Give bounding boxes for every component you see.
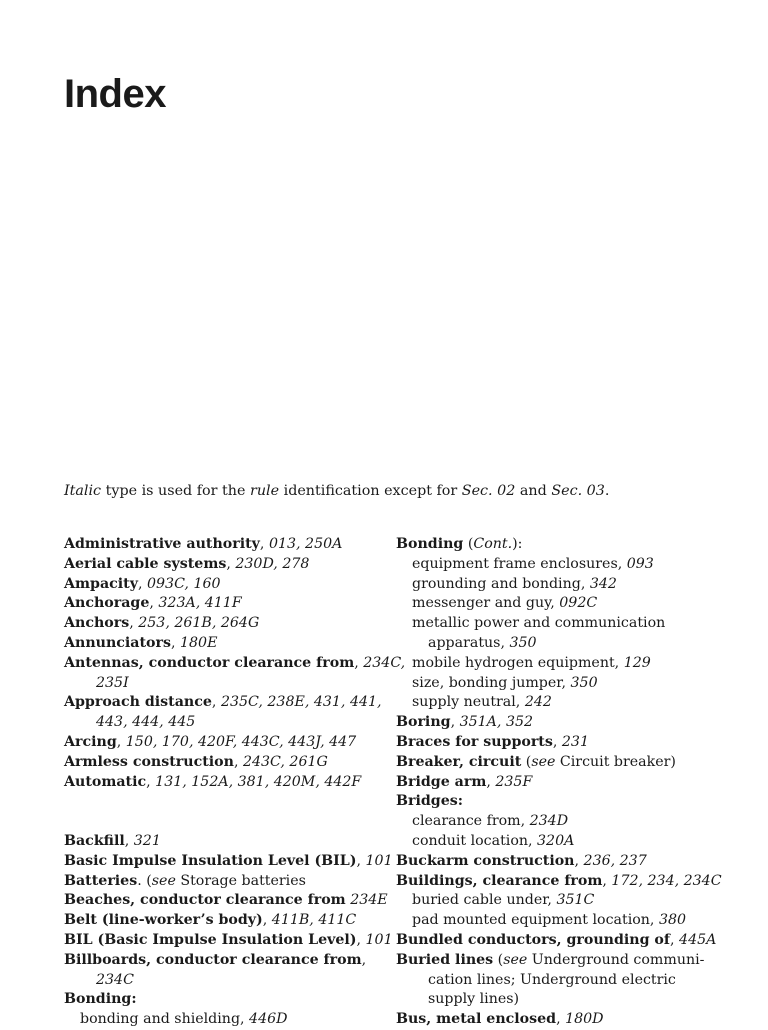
index-term: Bridges: [396, 793, 463, 810]
index-text: , [149, 595, 159, 612]
index-term: Approach distance [64, 694, 212, 711]
note-text: and [515, 483, 552, 499]
index-reference: 235F [495, 773, 533, 790]
index-text: , [137, 575, 147, 592]
index-reference: 350 [509, 634, 537, 651]
index-term: Basic Impulse Insulation Level (BIL) [64, 852, 357, 869]
index-text: mobile hydrogen equipment, [412, 654, 624, 671]
index-reference: 242 [524, 694, 552, 711]
page-title: Index [64, 72, 166, 116]
index-reference: 234C, [363, 654, 406, 671]
index-text: ): [512, 536, 523, 552]
index-subentry [396, 654, 722, 674]
index-reference: 236, 237 [583, 852, 647, 869]
index-reference: see [531, 753, 556, 770]
index-text: , [670, 931, 680, 948]
index-text: equipment frame enclosures, [412, 555, 627, 572]
index-term: Belt (line-worker’s body) [64, 912, 263, 929]
index-entry [64, 575, 405, 595]
index-continuation [396, 990, 722, 1010]
index-text: ( [521, 753, 532, 770]
index-text: , [146, 773, 156, 790]
index-entry [396, 753, 722, 773]
index-reference: 411B, 411C [271, 912, 357, 929]
index-text: bonding and shielding, [80, 1011, 250, 1028]
index-reference: 342 [589, 575, 617, 592]
index-entry [64, 931, 405, 951]
index-text: buried cable under, [412, 892, 557, 909]
index-term: Aerial cable systems [64, 555, 227, 572]
index-term: BIL (Basic Impulse Insulation Level) [64, 931, 357, 948]
index-text: , [450, 714, 460, 731]
index-term: Antennas, conductor clearance from [64, 654, 355, 671]
index-continuation [396, 971, 722, 991]
index-entry [64, 891, 405, 911]
index-term: Buckarm construction [396, 852, 575, 869]
index-subentry [396, 812, 722, 832]
index-term: Automatic [64, 773, 147, 790]
index-term: Bus, metal enclosed [396, 1011, 557, 1028]
index-text: ( [493, 951, 504, 968]
index-reference: 180E [180, 634, 218, 651]
index-subentry [396, 693, 722, 713]
index-text: supply lines) [428, 991, 520, 1008]
index-entry [396, 931, 722, 951]
index-reference: 243C, 261G [242, 753, 328, 770]
index-reference: 351A, 352 [459, 714, 534, 731]
index-entry [64, 733, 405, 753]
index-reference: 180D [565, 1011, 604, 1028]
index-subentry [396, 575, 722, 595]
index-term: Bundled conductors, grounding of [396, 931, 671, 948]
index-text: conduit location, [412, 832, 538, 849]
note-text: type is used for the [101, 483, 250, 499]
index-entry [396, 733, 722, 753]
index-reference: 101 [365, 931, 393, 948]
index-reference: 443, 444, 445 [96, 714, 196, 731]
index-text: , [259, 536, 269, 552]
index-reference: 172, 234, 234C [611, 872, 722, 889]
index-text: , [262, 912, 272, 929]
note-text: identification except for [279, 483, 462, 499]
index-entry [64, 634, 405, 654]
index-term: Anchors [64, 615, 130, 632]
index-reference: 013, 250A [268, 536, 343, 552]
index-term: Breaker, circuit [396, 753, 522, 770]
index-term: Bonding: [64, 991, 137, 1008]
index-term: Bridge arm [396, 773, 487, 790]
index-term: Anchorage [64, 595, 150, 612]
index-continuation [64, 674, 405, 694]
index-subentry [396, 674, 722, 694]
index-reference: 351C [556, 892, 595, 909]
index-entry [64, 852, 405, 872]
index-term: Backfill [64, 832, 125, 849]
index-reference: 131, 152A, 381, 420M, 442F [155, 773, 362, 790]
index-column-left [64, 535, 405, 1030]
index-text: Storage batteries [175, 872, 306, 889]
index-text: , [552, 733, 562, 750]
index-subentry [64, 1010, 405, 1030]
index-text: , [226, 555, 236, 572]
index-text: , [361, 951, 367, 968]
index-term: Arcing [64, 733, 117, 750]
index-continuation [396, 634, 722, 654]
index-entry [64, 951, 405, 971]
italic-usage-note [64, 483, 609, 499]
index-entry [64, 990, 405, 1010]
index-entry [64, 773, 405, 793]
index-text: , [170, 634, 180, 651]
index-continuation [64, 713, 405, 733]
index-subentry [396, 555, 722, 575]
index-entry [64, 872, 405, 892]
index-reference: 093 [626, 555, 654, 572]
index-subentry [396, 614, 722, 634]
index-reference: 101 [365, 852, 393, 869]
index-text: apparatus, [428, 634, 510, 651]
index-text: , [356, 852, 366, 869]
index-text: , [556, 1011, 566, 1028]
index-text: , [486, 773, 496, 790]
index-column-right [396, 535, 722, 1030]
index-entry [64, 614, 405, 634]
index-reference: 234C [96, 971, 134, 988]
index-reference: 320A [537, 832, 575, 849]
index-term: Braces for supports [396, 733, 553, 750]
index-text: messenger and guy, [412, 595, 560, 612]
index-term: Beaches, conductor clearance from [64, 892, 346, 909]
index-reference: 231 [561, 733, 589, 750]
index-text: supply neutral, [412, 694, 525, 711]
index-reference: Cont. [473, 536, 513, 552]
index-reference: 234E [350, 892, 388, 909]
index-reference: 445A [679, 931, 717, 948]
index-reference: 150, 170, 420F, 443C, 443J, 447 [125, 733, 357, 750]
index-subentry [396, 594, 722, 614]
index-term: Annunciators [64, 634, 171, 651]
index-reference: 093C, 160 [147, 575, 221, 592]
index-subentry [396, 891, 722, 911]
index-reference: 235C, 238E, 431, 441, [220, 694, 382, 711]
index-entry [64, 555, 405, 575]
index-term: Buildings, clearance from [396, 872, 603, 889]
note-sec-03: Sec. 03 [551, 483, 605, 499]
index-term: Ampacity [64, 575, 138, 592]
index-text: size, bonding jumper, [412, 674, 571, 691]
index-entry [396, 1010, 722, 1030]
index-text: , [356, 931, 366, 948]
index-reference: 446D [249, 1011, 288, 1028]
index-entry [64, 693, 405, 713]
index-term: Billboards, conductor clearance from [64, 951, 362, 968]
index-reference: see [151, 872, 176, 889]
index-entry [64, 654, 405, 674]
index-term: Armless construction [64, 753, 234, 770]
index-term: Administrative authority [64, 536, 260, 552]
index-entry [64, 753, 405, 773]
index-reference: 230D, 278 [235, 555, 310, 572]
index-subentry [396, 832, 722, 852]
index-entry [396, 773, 722, 793]
index-term: Batteries [64, 872, 138, 889]
index-reference: 092C [559, 595, 598, 612]
index-entry [64, 535, 405, 555]
index-reference: 129 [623, 654, 651, 671]
index-entry [396, 951, 722, 971]
index-entry [396, 792, 722, 812]
index-text: , [211, 694, 221, 711]
index-reference: 234D [529, 813, 569, 830]
index-term: Buried lines [396, 951, 494, 968]
note-rule-word: rule [250, 483, 280, 499]
index-entry [396, 713, 722, 733]
index-reference: 321 [133, 832, 161, 849]
index-entry [396, 535, 722, 555]
index-text: grounding and bonding, [412, 575, 590, 592]
index-reference: 253, 261B, 264G [138, 615, 260, 632]
index-reference: 235I [96, 674, 129, 691]
note-italic-word: Italic [64, 483, 102, 499]
index-term: Bonding [396, 536, 464, 552]
index-text: , [124, 832, 134, 849]
index-text: clearance from, [412, 813, 530, 830]
index-reference: 380 [658, 912, 687, 929]
index-entry [396, 872, 722, 892]
note-sec-02: Sec. 02 [461, 483, 516, 499]
index-reference: 350 [570, 674, 598, 691]
index-continuation [64, 971, 405, 991]
index-text: cation lines; Underground electric [428, 971, 676, 988]
index-text: ( [463, 536, 474, 552]
index-text: Circuit breaker) [555, 753, 676, 770]
index-entry [64, 594, 405, 614]
index-entry [64, 832, 405, 852]
index-text: , [354, 654, 364, 671]
section-gap [64, 792, 405, 832]
index-text: , [574, 852, 584, 869]
index-text: metallic power and communication [412, 615, 666, 632]
index-entry [64, 911, 405, 931]
index-text: , [129, 615, 139, 632]
index-term: Boring [396, 714, 451, 731]
index-text: , [233, 753, 243, 770]
index-text: Underground communi- [527, 951, 705, 968]
index-text: , [602, 872, 612, 889]
index-reference: see [503, 951, 528, 968]
index-text: pad mounted equipment location, [412, 912, 659, 929]
index-reference: 323A, 411F [158, 595, 242, 612]
index-text: . ( [137, 872, 152, 889]
index-subentry [396, 911, 722, 931]
index-entry [396, 852, 722, 872]
index-text: , [116, 733, 126, 750]
note-text: . [604, 483, 610, 499]
